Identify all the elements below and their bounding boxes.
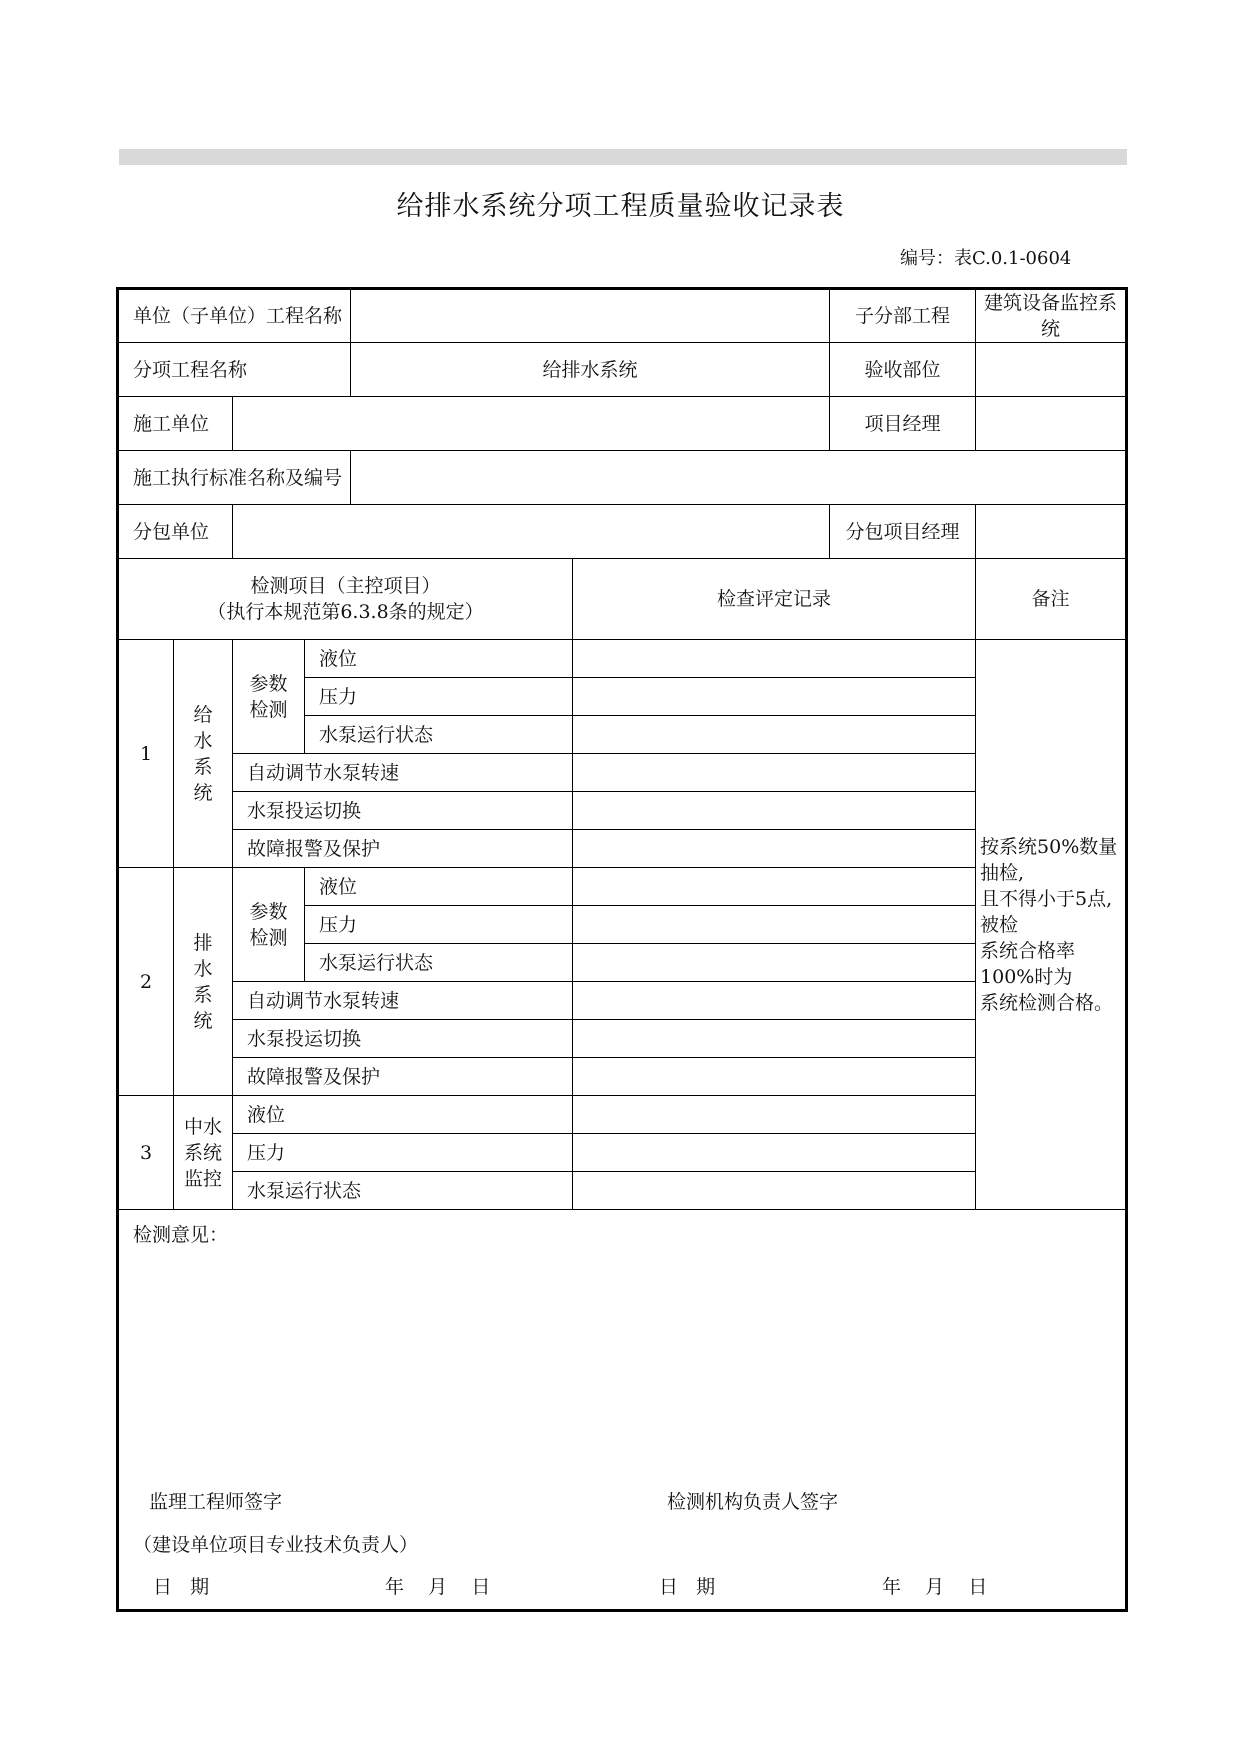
group-name: 中水 系统 监控: [174, 1096, 233, 1210]
record-header: 检查评定记录: [573, 559, 976, 640]
row-item-name: [118, 343, 1127, 397]
agency-sign-label: 检测机构负责人签字: [667, 1491, 839, 1513]
subcontractor-value[interactable]: [233, 505, 830, 559]
date-label-left: 日 期: [153, 1576, 210, 1598]
record-cell[interactable]: [573, 1172, 976, 1210]
supervisor-sign-label: 监理工程师签字: [149, 1491, 283, 1513]
item-label: 水泵投运切换: [233, 1020, 573, 1058]
unit-name-label: 单位（子单位）工程名称: [118, 289, 351, 343]
table-row: [118, 1058, 1127, 1096]
row-contractor: [118, 397, 1127, 451]
unit-name-value[interactable]: [351, 289, 830, 343]
item-label: 液位: [305, 868, 573, 906]
row-standard: [118, 451, 1127, 505]
item-label: 故障报警及保护: [233, 830, 573, 868]
group-number: 1: [118, 640, 174, 868]
items-header-line1: 检测项目（主控项目）: [250, 575, 441, 597]
item-label: 压力: [233, 1134, 573, 1172]
item-label: 压力: [305, 678, 573, 716]
subcontractor-label: 分包单位: [118, 505, 233, 559]
table-row: [118, 1172, 1127, 1210]
row-opinion: [118, 1210, 1127, 1611]
acceptance-part-value[interactable]: [976, 343, 1127, 397]
item-name-label: 分项工程名称: [118, 343, 351, 397]
standard-label: 施工执行标准名称及编号: [118, 451, 351, 505]
items-header: [118, 559, 573, 640]
date-ymd-right: 年 月 日: [882, 1576, 988, 1598]
sub-pm-label: 分包项目经理: [830, 505, 976, 559]
date-label-right: 日 期: [659, 1576, 716, 1598]
record-cell[interactable]: [573, 982, 976, 1020]
item-label: 故障报警及保护: [233, 1058, 573, 1096]
remark-cell: 按系统50%数量抽检, 且不得小于5点,被检 系统合格率100%时为 系统检测合格。: [976, 640, 1127, 1210]
record-cell[interactable]: [573, 678, 976, 716]
item-name-value[interactable]: 给排水系统: [351, 343, 830, 397]
item-label: 液位: [305, 640, 573, 678]
top-gray-bar: [119, 149, 1127, 165]
item-label: 压力: [305, 906, 573, 944]
record-cell[interactable]: [573, 1020, 976, 1058]
record-cell[interactable]: [573, 830, 976, 868]
remarks-header: 备注: [976, 559, 1127, 640]
record-cell[interactable]: [573, 716, 976, 754]
record-cell[interactable]: [573, 906, 976, 944]
table-row: [118, 640, 1127, 678]
item-label: 自动调节水泵转速: [233, 982, 573, 1020]
group-number: 2: [118, 868, 174, 1096]
supervisor-sub-label: （建设单位项目专业技术负责人）: [133, 1534, 419, 1556]
param-group-label: 参数 检测: [233, 640, 305, 754]
table-row: [118, 830, 1127, 868]
form-code: 编号：表C.0.1-0604: [900, 248, 1072, 269]
row-unit-name: [118, 289, 1127, 343]
record-cell[interactable]: [573, 944, 976, 982]
table-row: [118, 754, 1127, 792]
contractor-label: 施工单位: [118, 397, 233, 451]
record-cell[interactable]: [573, 1134, 976, 1172]
item-label: 水泵运行状态: [305, 716, 573, 754]
item-label: 水泵投运切换: [233, 792, 573, 830]
acceptance-form: [116, 287, 1128, 1612]
record-cell[interactable]: [573, 868, 976, 906]
record-cell[interactable]: [573, 792, 976, 830]
date-ymd-left: 年 月 日: [385, 1576, 491, 1598]
pm-label: 项目经理: [830, 397, 976, 451]
table-row: [118, 1134, 1127, 1172]
group-name: 排 水 系 统: [174, 868, 233, 1096]
sub-pm-value[interactable]: [976, 505, 1127, 559]
items-header-line2: （执行本规范第6.3.8条的规定）: [207, 601, 484, 623]
param-group-label: 参数 检测: [233, 868, 305, 982]
item-label: 水泵运行状态: [305, 944, 573, 982]
opinion-label: 检测意见：: [133, 1224, 229, 1246]
standard-value[interactable]: [351, 451, 1127, 505]
row-column-headers: [118, 559, 1127, 640]
item-label: 自动调节水泵转速: [233, 754, 573, 792]
sub-division-value[interactable]: 建筑设备监控系统: [976, 289, 1127, 343]
sub-division-label: 子分部工程: [830, 289, 976, 343]
row-subcontractor: [118, 505, 1127, 559]
form-title: 给排水系统分项工程质量验收记录表: [396, 191, 845, 222]
item-label: 液位: [233, 1096, 573, 1134]
item-label: 水泵运行状态: [233, 1172, 573, 1210]
record-cell[interactable]: [573, 754, 976, 792]
group-name: 给 水 系 统: [174, 640, 233, 868]
contractor-value[interactable]: [233, 397, 830, 451]
record-cell[interactable]: [573, 1096, 976, 1134]
opinion-cell[interactable]: [118, 1210, 1127, 1611]
table-row: [118, 792, 1127, 830]
table-row: [118, 982, 1127, 1020]
record-cell[interactable]: [573, 1058, 976, 1096]
pm-value[interactable]: [976, 397, 1127, 451]
group-number: 3: [118, 1096, 174, 1210]
table-row: [118, 1020, 1127, 1058]
acceptance-part-label: 验收部位: [830, 343, 976, 397]
table-row: [118, 1096, 1127, 1134]
record-cell[interactable]: [573, 640, 976, 678]
table-row: [118, 868, 1127, 906]
